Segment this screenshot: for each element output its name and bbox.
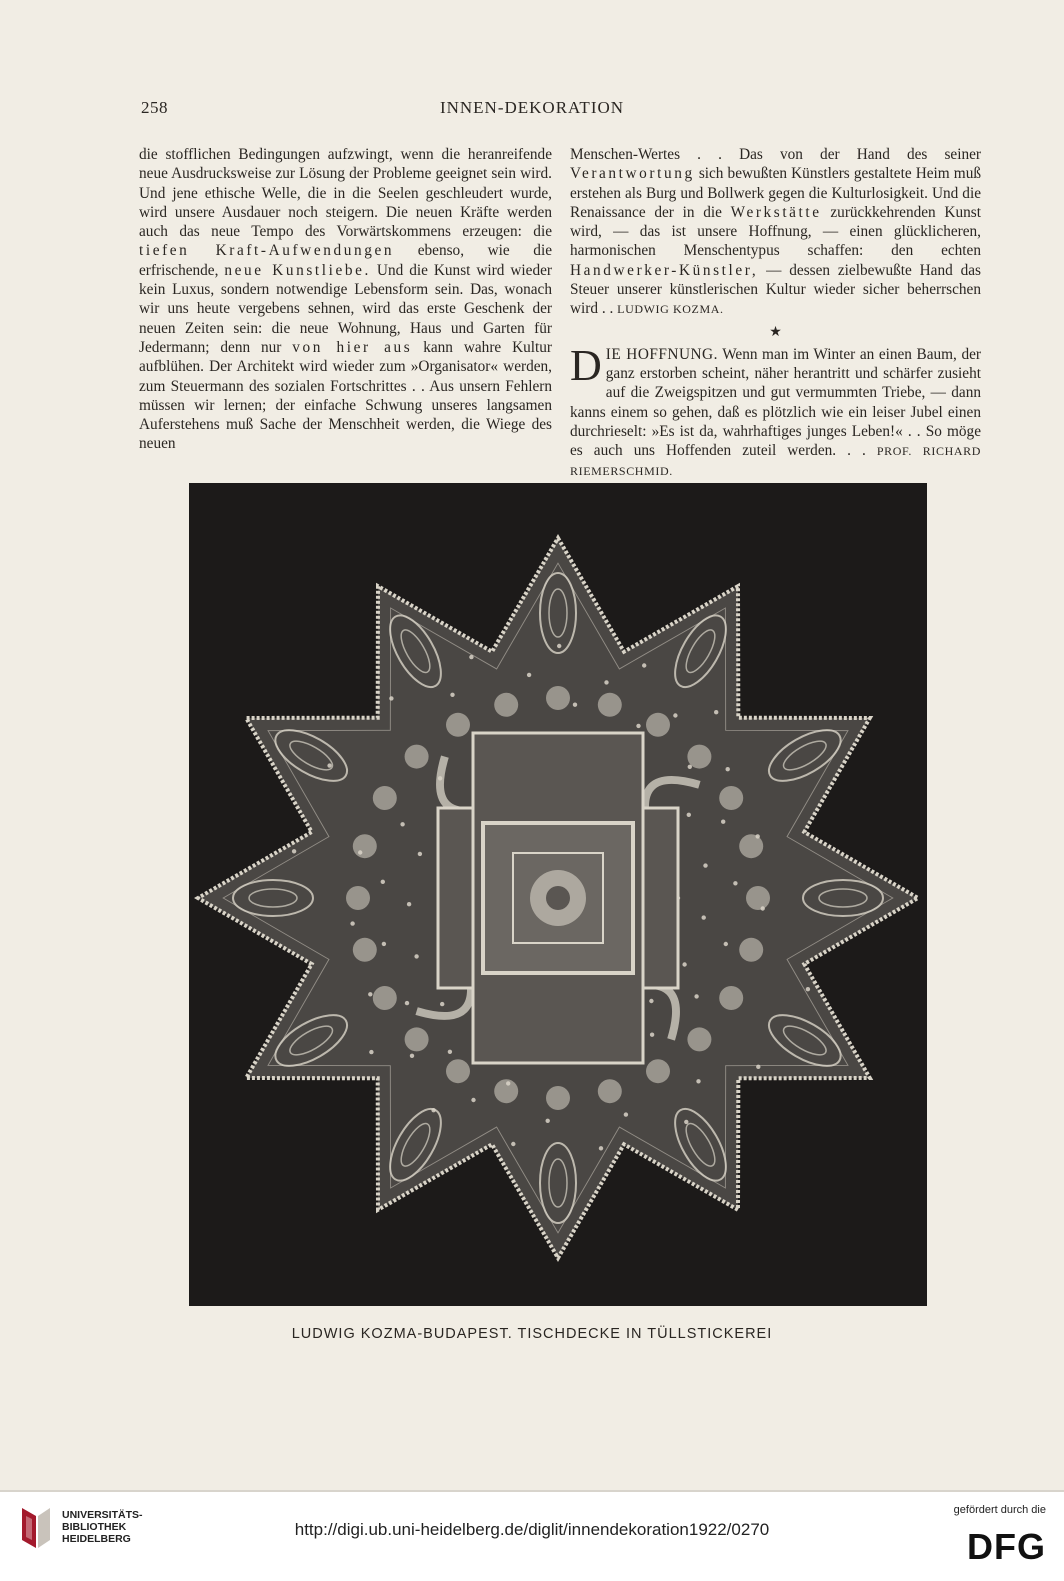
text-run: sich bewußten Künstlers gestaltete Heim muß erstehen als Burg und Bollwerk gegen die Kulturlosigkeit. Und die Renaissance der in die bbox=[570, 165, 981, 221]
library-name-line: BIBLIOTHEK bbox=[62, 1521, 127, 1533]
text-run: Wenn man im Winter an einen Baum, der ganz erstorben scheint, näher herantritt und schärfer zusieht auf die Zweigspitzen und gut vermummten Triebe, — dann kanns einem so gehen, daß es plötzlich wie ein leiser Jubel einen durchrieselt: »Es ist da, wahrhaftiges junges Leben!« . . So möge es auch uns Hoffenden zuteil werden. . . bbox=[570, 345, 981, 460]
left-paragraph bbox=[139, 145, 552, 454]
spaced-emphasis: tiefen Kraft-Aufwendungen bbox=[139, 242, 395, 260]
page-number: 258 bbox=[141, 98, 168, 117]
spaced-emphasis: Werkstätte bbox=[730, 203, 822, 221]
dfg-logo: DFG bbox=[967, 1526, 1046, 1567]
spaced-emphasis: Verantwortung bbox=[570, 165, 695, 183]
spaced-emphasis: Handwerker-Künstler, bbox=[570, 261, 759, 279]
text-run: — dessen zielbewußte Hand das Steuer unserer künstlerischen Kultur wieder sicher beherrschen wird . . bbox=[570, 261, 981, 318]
lace-tablecloth-image bbox=[189, 483, 927, 1306]
right-text-column bbox=[570, 145, 981, 482]
author-signature: PROF. RICHARD RIEMERSCHMID. bbox=[570, 444, 981, 479]
running-head bbox=[0, 98, 1064, 122]
text-run: kann wahre Kultur aufblühen. Der Architekt wird wieder zum »Organisator« werden, zum Steuermann des sozialen Fortschrittes . . Aus unsern Fehlern müssen wir lernen; der einfache Schwung unseres langsamen Auferstehens muß Sache der Menschheit werden, die Wiege des neuen bbox=[139, 338, 553, 453]
library-name-line: HEIDELBERG bbox=[62, 1533, 131, 1545]
text-run: Menschen-Wertes . . Das von der Hand des seiner bbox=[570, 146, 981, 163]
funding-note: gefördert durch die bbox=[953, 1504, 1046, 1516]
figure-caption: LUDWIG KOZMA-BUDAPEST. TISCHDECKE IN TÜLLSTICKEREI bbox=[291, 1326, 773, 1342]
text-run: Und die Kunst wird wieder kein Luxus, sondern notwendige Lebensform sein. Das, wonach wir uns heute vergebens sehnen, wird das erste Geschenk der neuen Zeiten sein: die neue Wohnung, Haus und Garten für Jedermann; denn nur bbox=[139, 261, 552, 356]
digitization-footer bbox=[0, 1490, 1064, 1581]
author-signature: LUDWIG KOZMA. bbox=[617, 302, 724, 317]
drop-cap: D bbox=[570, 340, 602, 390]
spaced-emphasis: von hier aus bbox=[292, 338, 413, 356]
footer-divider bbox=[0, 1490, 1064, 1492]
photo-plate bbox=[189, 483, 927, 1306]
journal-title: INNEN-DEKORATION bbox=[439, 98, 625, 117]
section-divider-star: ★ bbox=[769, 324, 782, 340]
right-paragraph-1 bbox=[570, 145, 981, 320]
section-lead: IE HOFFNUNG. bbox=[605, 345, 718, 363]
left-text-column bbox=[139, 145, 552, 454]
text-run: ebenso, wie die erfrischende, bbox=[139, 242, 552, 279]
text-run: die stofflichen Bedingungen aufzwingt, wenn die heranreifende neue Ausdrucksweise zur Lösung der Probleme geeignet sein wird. Und jene ethische Welle, die in die Seelen geschleudert wurde, wird unsere Ausdauer noch steigern. Die neuen Kräfte werden auch das neue Tempo des Vorwärtskommens erzeugen: die bbox=[139, 146, 552, 241]
spaced-emphasis: neue Kunstliebe. bbox=[224, 261, 371, 279]
permalink-url[interactable]: http://digi.ub.uni-heidelberg.de/diglit/innendekoration1922/0270 bbox=[294, 1520, 770, 1539]
right-paragraph-2 bbox=[570, 340, 981, 482]
library-name-line: UNIVERSITÄTS- bbox=[62, 1509, 143, 1521]
text-run: zurückkehrenden Kunst wird, — das ist unsere Hoffnung, — einen glücklicheren, harmonischen Menschentypus schaffen: den echten bbox=[570, 203, 981, 260]
